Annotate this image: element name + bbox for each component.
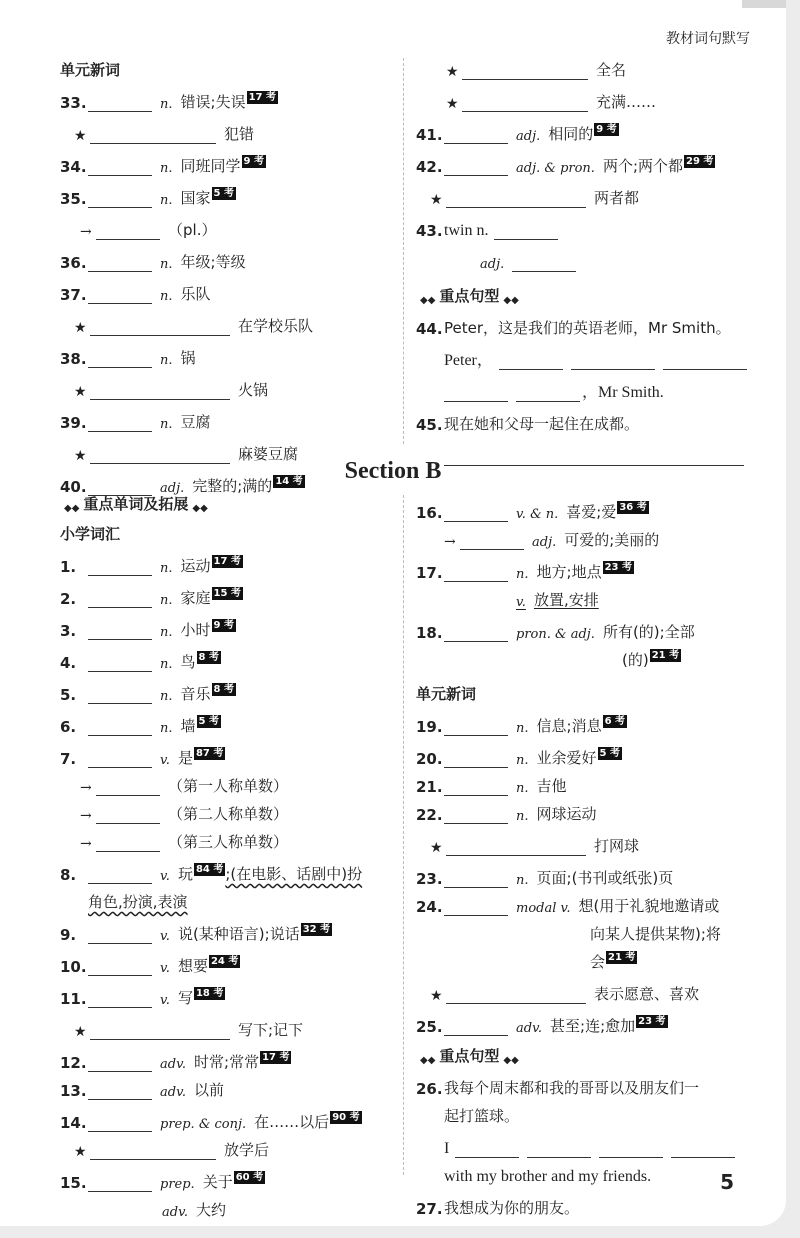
left-b-column [60,484,400,1220]
word: twin n. [444,222,489,239]
diamond-icon: ◆◆ [64,503,80,514]
part-of-speech: adj. [160,481,185,496]
meaning: 运动 [180,557,211,575]
answer-blank[interactable] [88,959,152,976]
meaning: 吉他 [536,777,567,795]
item-number: 3. [60,622,77,640]
answer-blank[interactable] [444,751,508,768]
meaning: (的) [622,651,649,669]
answer-blank[interactable] [90,127,216,144]
part-of-speech: adv. [160,1085,187,1100]
arrow-icon: → [80,836,92,852]
sentence-chinese: Peter，这是我们的英语老师，Mr Smith。 [444,319,731,337]
exam-count-badge: 8 考 [198,652,219,663]
answer-blank[interactable] [494,223,558,240]
star-icon: ★ [74,448,87,464]
answer-blank[interactable] [444,127,508,144]
star-icon: ★ [74,1024,87,1040]
sentence-chinese: 我想成为你的朋友。 [444,1199,580,1217]
exam-count-badge: 23 考 [638,1016,666,1027]
heading-text: 重点句型 [439,1047,500,1065]
heading-text: 重点句型 [439,287,500,305]
part-of-speech: n. [160,193,173,208]
exam-count-badge: 29 考 [686,156,714,167]
part-of-speech: prep. [160,1177,195,1192]
meaning: 向某人提供某物);将 [590,925,721,943]
part-of-speech: modal v. [516,901,571,916]
item-number: 19. [416,718,443,736]
exam-count-badge: 17 考 [248,92,276,103]
answer-blank[interactable] [88,255,152,272]
part-of-speech: n. [160,689,173,704]
diamond-icon: ◆◆ [192,503,208,514]
meaning: 墙 [180,717,196,735]
part-of-speech: n. [160,593,173,608]
item-number: 16. [416,504,443,522]
answer-blank[interactable] [446,839,586,856]
item-number: 15. [60,1174,87,1192]
meaning: 打网球 [594,837,640,855]
answer-blank[interactable] [444,625,508,642]
part-of-speech: n. [160,561,173,576]
exam-count-badge: 60 考 [235,1172,264,1183]
meaning: 年级;等级 [180,253,246,271]
part-of-speech: adv. [160,1057,187,1072]
item-number: 42. [416,158,443,176]
sentence-prefix: Peter， [444,352,493,369]
section-b-title: Section B [344,458,442,484]
answer-blank[interactable] [446,987,586,1004]
item-number: 13. [60,1082,87,1100]
answer-blank[interactable] [446,191,586,208]
meaning: 麻婆豆腐 [238,445,299,463]
star-icon: ★ [74,1144,87,1160]
meaning: 写 [177,989,193,1007]
meaning: 豆腐 [180,413,211,431]
answer-blank[interactable] [88,559,152,576]
answer-blank[interactable] [455,1141,519,1158]
meaning: 时常;常常 [194,1053,260,1071]
meaning: 放学后 [224,1141,270,1159]
star-icon: ★ [74,128,87,144]
part-of-speech: prep. & conj. [160,1117,247,1132]
item-number: 24. [416,898,443,916]
answer-blank[interactable] [460,533,524,550]
key-sentences-heading [416,1036,756,1066]
meaning: 可爱的;美丽的 [564,531,660,549]
exam-count-badge: 90 考 [332,1112,360,1123]
answer-blank[interactable] [88,1083,152,1100]
item-number: 18. [416,624,443,642]
part-of-speech: v. & n. [516,507,559,522]
item-number: 23. [416,870,443,888]
answer-blank[interactable] [444,565,508,582]
page-number: 5 [720,1170,734,1194]
meaning: 全名 [596,61,627,79]
answer-blank[interactable] [88,623,152,640]
item-number: 22. [416,806,443,824]
star-icon: ★ [446,96,459,112]
item-number: 37. [60,286,87,304]
arrow-icon: → [80,808,92,824]
star-icon: ★ [446,64,459,80]
exam-count-badge: 21 考 [608,952,636,963]
item-number: 20. [416,750,443,768]
part-of-speech: v. [160,753,170,768]
part-of-speech: adj. [480,257,505,272]
item-number: 40. [60,478,87,496]
meaning: 关于 [202,1173,233,1191]
arrow-icon: → [80,224,92,240]
part-of-speech: adj. [532,535,557,550]
meaning: 大约 [196,1201,227,1219]
exam-count-badge: 6 考 [604,716,626,727]
exam-count-badge: 9 考 [213,620,234,631]
answer-blank[interactable] [663,353,747,370]
answer-blank[interactable] [88,1175,152,1192]
part-of-speech: v. [160,993,170,1008]
part-of-speech: n. [160,657,173,672]
answer-blank[interactable] [571,353,655,370]
meaning: 锅 [180,349,196,367]
part-of-speech: adj. & pron. [516,161,595,176]
answer-blank[interactable] [90,1023,230,1040]
answer-blank[interactable] [88,591,152,608]
meaning: 国家 [180,189,211,207]
exam-count-badge: 17 考 [213,556,241,567]
answer-blank[interactable] [88,751,152,768]
part-of-speech: adv. [516,1021,543,1036]
part-of-speech: n. [160,161,173,176]
part-of-speech: n. [516,721,529,736]
meaning: 地方;地点 [536,563,602,581]
meaning: 喜爱;爱 [566,503,617,521]
arrow-icon: → [444,534,456,550]
exam-count-badge: 24 考 [210,956,239,967]
answer-blank[interactable] [88,927,152,944]
part-of-speech: v. [516,595,526,610]
item-number: 35. [60,190,87,208]
answer-blank[interactable] [90,1143,216,1160]
item-number: 25. [416,1018,443,1036]
star-icon: ★ [430,988,443,1004]
star-icon: ★ [430,840,443,856]
meaning: 页面;(书刊或纸张)页 [536,869,674,887]
answer-blank[interactable] [96,835,160,852]
exam-count-badge: 5 考 [599,748,620,759]
answer-blank[interactable] [88,687,152,704]
answer-blank[interactable] [444,1019,508,1036]
item-number: 1. [60,558,77,576]
meaning: 同班同学 [180,157,241,175]
meaning: 放置,安排 [533,591,599,609]
exam-count-badge: 21 考 [651,650,680,661]
meaning: 两者都 [594,189,640,207]
exam-count-badge: 5 考 [198,716,219,727]
right-b-column [416,490,756,1226]
meaning: 两个;两个都 [602,157,684,175]
meaning: 充满…… [596,93,657,111]
part-of-speech: pron. & adj. [516,627,595,642]
answer-blank[interactable] [88,655,152,672]
item-number: 39. [60,414,87,432]
meaning: 鸟 [180,653,196,671]
exam-count-badge: 23 考 [604,562,632,573]
meaning: 信息;消息 [536,717,602,735]
answer-blank[interactable] [444,899,508,916]
meaning: 在……以后 [254,1113,330,1131]
meaning: （pl.） [168,221,217,239]
exam-count-badge: 8 考 [213,684,234,695]
item-number: 34. [60,158,87,176]
item-number: 27. [416,1200,443,1218]
part-of-speech: v. [160,929,170,944]
answer-blank[interactable] [444,505,508,522]
answer-blank[interactable] [444,779,508,796]
part-of-speech: n. [160,625,173,640]
answer-blank[interactable] [444,871,508,888]
item-number: 38. [60,350,87,368]
meaning: 甚至;连;愈加 [550,1017,636,1035]
answer-blank[interactable] [444,159,508,176]
diamond-icon: ◆◆ [420,295,436,306]
item-number: 36. [60,254,87,272]
part-of-speech: n. [160,289,173,304]
exam-count-badge: 18 考 [195,988,224,999]
exam-count-badge: 84 考 [195,864,224,875]
item-number: 11. [60,990,87,1008]
meaning-extended: ;(在电影、话剧中)扮 [225,865,363,883]
header-accent [742,0,786,8]
sentence-english: with my brother and my friends. [444,1168,652,1185]
diamond-icon: ◆◆ [503,1055,519,1066]
answer-blank[interactable] [444,385,508,402]
meaning: 以前 [194,1081,225,1099]
meaning: 想(用于礼貌地邀请或 [578,897,720,915]
exam-count-badge: 17 考 [262,1052,290,1063]
answer-blank[interactable] [444,807,508,824]
item-number: 43. [416,222,443,240]
part-of-speech: n. [160,721,173,736]
item-number: 26. [416,1080,443,1098]
answer-blank[interactable] [88,719,152,736]
part-of-speech: n. [160,417,173,432]
answer-blank[interactable] [88,1115,152,1132]
meaning-extended: 角色,扮演,表演 [88,893,188,911]
meaning: 音乐 [180,685,211,703]
sentence-suffix: ，Mr Smith. [582,384,664,401]
item-number: 44. [416,320,443,338]
answer-blank[interactable] [90,383,230,400]
key-words-heading [60,484,400,514]
item-number: 33. [60,94,87,112]
right-top-column [416,50,756,466]
sentence-prefix: I [444,1140,450,1157]
item-number: 21. [416,778,443,796]
star-icon: ★ [74,384,87,400]
answer-blank[interactable] [96,779,160,796]
left-top-column [60,50,400,496]
exam-count-badge: 9 考 [243,156,264,167]
part-of-speech: n. [516,781,529,796]
sentence-chinese: 起打篮球。 [444,1107,520,1125]
item-number: 10. [60,958,87,976]
diamond-icon: ◆◆ [420,1055,436,1066]
meaning: 想要 [177,957,208,975]
part-of-speech: v. [160,961,170,976]
part-of-speech: n. [516,753,529,768]
part-of-speech: n. [160,97,173,112]
meaning: 表示愿意、喜欢 [594,985,700,1003]
part-of-speech: adv. [162,1205,189,1220]
answer-blank[interactable] [499,353,563,370]
part-of-speech: n. [160,353,173,368]
exam-count-badge: 36 考 [619,502,647,513]
exam-count-badge: 15 考 [213,588,241,599]
primary-vocab-heading: 小学词汇 [60,525,121,543]
item-number: 6. [60,718,77,736]
item-number: 41. [416,126,443,144]
diamond-icon: ◆◆ [503,295,519,306]
meaning: 说(某种语言);说话 [177,925,300,943]
item-number: 9. [60,926,77,944]
answer-blank[interactable] [88,415,152,432]
part-of-speech: n. [516,873,529,888]
answer-blank[interactable] [462,95,588,112]
item-number: 14. [60,1114,87,1132]
sentence-chinese: 我每个周末都和我的哥哥以及朋友们一 [444,1079,700,1097]
meaning: 会 [590,953,606,971]
answer-blank[interactable] [96,807,160,824]
meaning: 错误;失误 [180,93,246,111]
key-sentences-heading [416,272,756,306]
answer-blank[interactable] [512,255,576,272]
star-icon: ★ [74,320,87,336]
answer-blank[interactable] [88,95,152,112]
answer-blank[interactable] [88,287,152,304]
meaning: （第二人称单数） [168,805,289,823]
exam-count-badge: 9 考 [596,124,617,135]
item-number: 8. [60,866,77,884]
item-number: 7. [60,750,77,768]
part-of-speech: n. [160,257,173,272]
meaning: 网球运动 [536,805,597,823]
answer-blank[interactable] [90,319,230,336]
meaning: 在学校乐队 [238,317,314,335]
answer-blank[interactable] [527,1141,591,1158]
meaning: 所有(的);全部 [602,623,695,641]
meaning: 业余爱好 [536,749,597,767]
item-number: 5. [60,686,77,704]
part-of-speech: n. [516,809,529,824]
answer-blank[interactable] [88,351,152,368]
answer-blank[interactable] [671,1141,735,1158]
answer-blank[interactable] [462,63,588,80]
answer-blank[interactable] [88,991,152,1008]
column-divider [403,495,404,1175]
meaning: 乐队 [180,285,211,303]
meaning: 家庭 [180,589,211,607]
answer-blank[interactable] [516,385,580,402]
heading-text: 重点单词及拓展 [83,495,189,513]
meaning: 小时 [180,621,211,639]
column-divider [403,58,404,444]
answer-blank[interactable] [444,719,508,736]
exam-count-badge: 32 考 [302,924,331,935]
meaning: 是 [177,749,193,767]
item-number: 2. [60,590,77,608]
answer-blank[interactable] [88,867,152,884]
meaning: （第三人称单数） [168,833,289,851]
meaning: （第一人称单数） [168,777,289,795]
item-number: 4. [60,654,77,672]
arrow-icon: → [80,780,92,796]
star-icon: ★ [430,192,443,208]
exam-count-badge: 14 考 [275,476,303,487]
unit-new-words-heading: 单元新词 [60,61,121,79]
answer-blank[interactable] [88,159,152,176]
item-number: 45. [416,416,443,434]
meaning: 相同的 [548,125,594,143]
part-of-speech: adj. [516,129,541,144]
meaning: 火锅 [238,381,269,399]
meaning: 玩 [177,865,193,883]
exam-count-badge: 5 考 [213,188,234,199]
meaning: 写下;记下 [238,1021,304,1039]
part-of-speech: v. [160,869,170,884]
part-of-speech: n. [516,567,529,582]
item-number: 12. [60,1054,87,1072]
sentence-chinese: 现在她和父母一起住在成都。 [444,415,640,433]
answer-blank[interactable] [599,1141,663,1158]
header-title: 教材词句默写 [666,31,750,47]
meaning: 完整的;满的 [192,477,273,495]
answer-blank[interactable] [88,191,152,208]
exam-count-badge: 87 考 [195,748,224,759]
meaning: 犯错 [224,125,255,143]
unit-new-words-heading: 单元新词 [416,685,477,703]
answer-blank[interactable] [88,1055,152,1072]
item-number: 17. [416,564,443,582]
answer-blank[interactable] [96,223,160,240]
